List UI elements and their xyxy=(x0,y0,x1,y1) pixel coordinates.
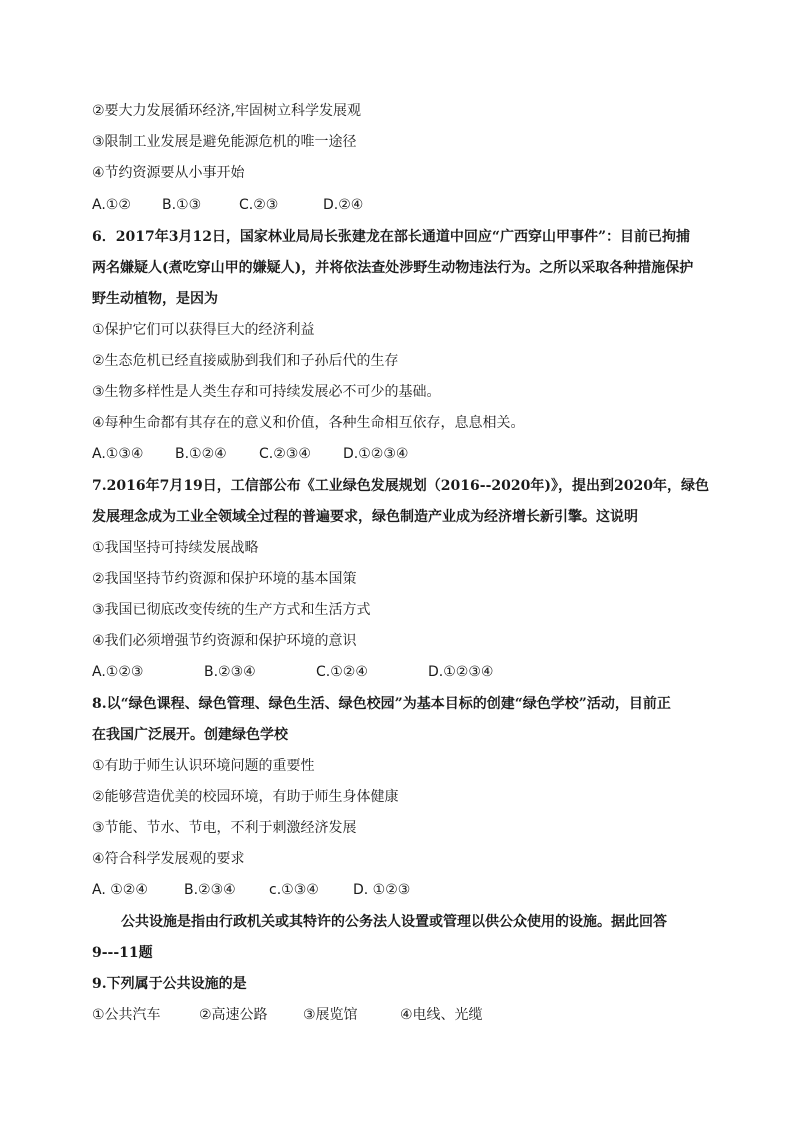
q7-stem-line-1: 7.2016年7月19日，工信部公布《工业绿色发展规划（2016--2020年)》，提出到2020年，绿色 xyxy=(92,478,709,494)
q6-item-3: ③生物多样性是人类生存和可持续发展必不可少的基础。 xyxy=(92,384,441,400)
q8-options xyxy=(92,880,410,900)
q5-item-2: ②要大力发展循环经济,牢固树立科学发展观 xyxy=(92,103,361,119)
q7-item-2: ②我国坚持节约资源和保护环境的基本国策 xyxy=(92,571,357,587)
q7-option-b: B.②③④ xyxy=(204,664,256,680)
q6-stem-line-1: 6．2017年3月12日，国家林业局局长张建龙在部长通道中回应“广西穿山甲事件”：目前已拘捕 xyxy=(92,229,691,245)
q6-item-1: ①保护它们可以获得巨大的经济利益 xyxy=(92,322,315,338)
q7-item-3: ③我国已彻底改变传统的生产方式和生活方式 xyxy=(92,602,371,618)
q9-option-3: ③展览馆 xyxy=(303,1007,358,1023)
q8-option-a: A. ①②④ xyxy=(92,882,148,898)
q8-stem-line-2: 在我国广泛展开。创建绿色学校 xyxy=(92,727,288,743)
q6-options xyxy=(92,444,408,464)
q7-option-a: A.①②③ xyxy=(92,664,144,680)
q8-item-4: ④符合科学发展观的要求 xyxy=(92,851,245,867)
q9-stem: 9.下列属于公共设施的是 xyxy=(92,976,247,992)
q5-option-d: D.②④ xyxy=(323,197,364,213)
q5-option-b: B.①③ xyxy=(162,197,202,213)
q6-option-c: C.②③④ xyxy=(259,446,311,462)
q8-option-d: D. ①②③ xyxy=(353,882,411,898)
q7-item-4: ④我们必须增强节约资源和保护环境的意识 xyxy=(92,633,357,649)
q9-options xyxy=(92,1005,483,1025)
q6-option-b: B.①②④ xyxy=(175,446,227,462)
q5-options xyxy=(92,195,363,215)
q8-option-c: c.①③④ xyxy=(269,882,319,898)
q9-option-4: ④电线、光缆 xyxy=(400,1007,483,1023)
q5-item-4: ④节约资源要从小事开始 xyxy=(92,165,245,181)
q6-item-2: ②生态危机已经直接威胁到我们和子孙后代的生存 xyxy=(92,353,399,369)
q5-option-c: C.②③ xyxy=(239,197,279,213)
q5-item-3: ③限制工业发展是避免能源危机的唯一途径 xyxy=(92,134,357,150)
q6-stem-line-2: 两名嫌疑人(煮吃穿山甲的嫌疑人)，并将依法查处涉野生动物违法行为。之所以采取各种措施保护 xyxy=(92,260,694,276)
q7-item-1: ①我国坚持可持续发展战略 xyxy=(92,540,259,556)
q9-option-1: ①公共汽车 xyxy=(92,1007,161,1023)
q6-item-4: ④每种生命都有其存在的意义和价值，各种生命相互依存，息息相关。 xyxy=(92,415,525,431)
q7-option-d: D.①②③④ xyxy=(428,664,494,680)
q9-11-intro-line-1: 公共设施是指由行政机关或其特许的公务法人设置或管理以供公众使用的设施。据此回答 xyxy=(121,914,667,930)
q8-option-b: B.②③④ xyxy=(184,882,236,898)
q6-option-d: D.①②③④ xyxy=(343,446,409,462)
q7-stem-line-2: 发展理念成为工业全领域全过程的普遍要求，绿色制造产业成为经济增长新引擎。这说明 xyxy=(92,509,638,525)
q9-11-intro-line-2: 9---11题 xyxy=(92,945,153,961)
q8-item-1: ①有助于师生认识环境问题的重要性 xyxy=(92,758,315,774)
q9-option-2: ②高速公路 xyxy=(199,1007,268,1023)
q8-item-2: ②能够营造优美的校园环境，有助于师生身体健康 xyxy=(92,789,399,805)
q5-option-a: A.①② xyxy=(92,197,131,213)
q6-stem-line-3: 野生动植物，是因为 xyxy=(92,291,218,307)
q6-option-a: A.①③④ xyxy=(92,446,144,462)
q8-stem-line-1: 8.以“绿色课程、绿色管理、绿色生活、绿色校园”为基本目标的创建“绿色学校”活动，目前正 xyxy=(92,696,671,712)
q7-options xyxy=(92,662,493,682)
q7-option-c: C.①②④ xyxy=(316,664,368,680)
q8-item-3: ③节能、节水、节电，不利于刺激经济发展 xyxy=(92,820,357,836)
